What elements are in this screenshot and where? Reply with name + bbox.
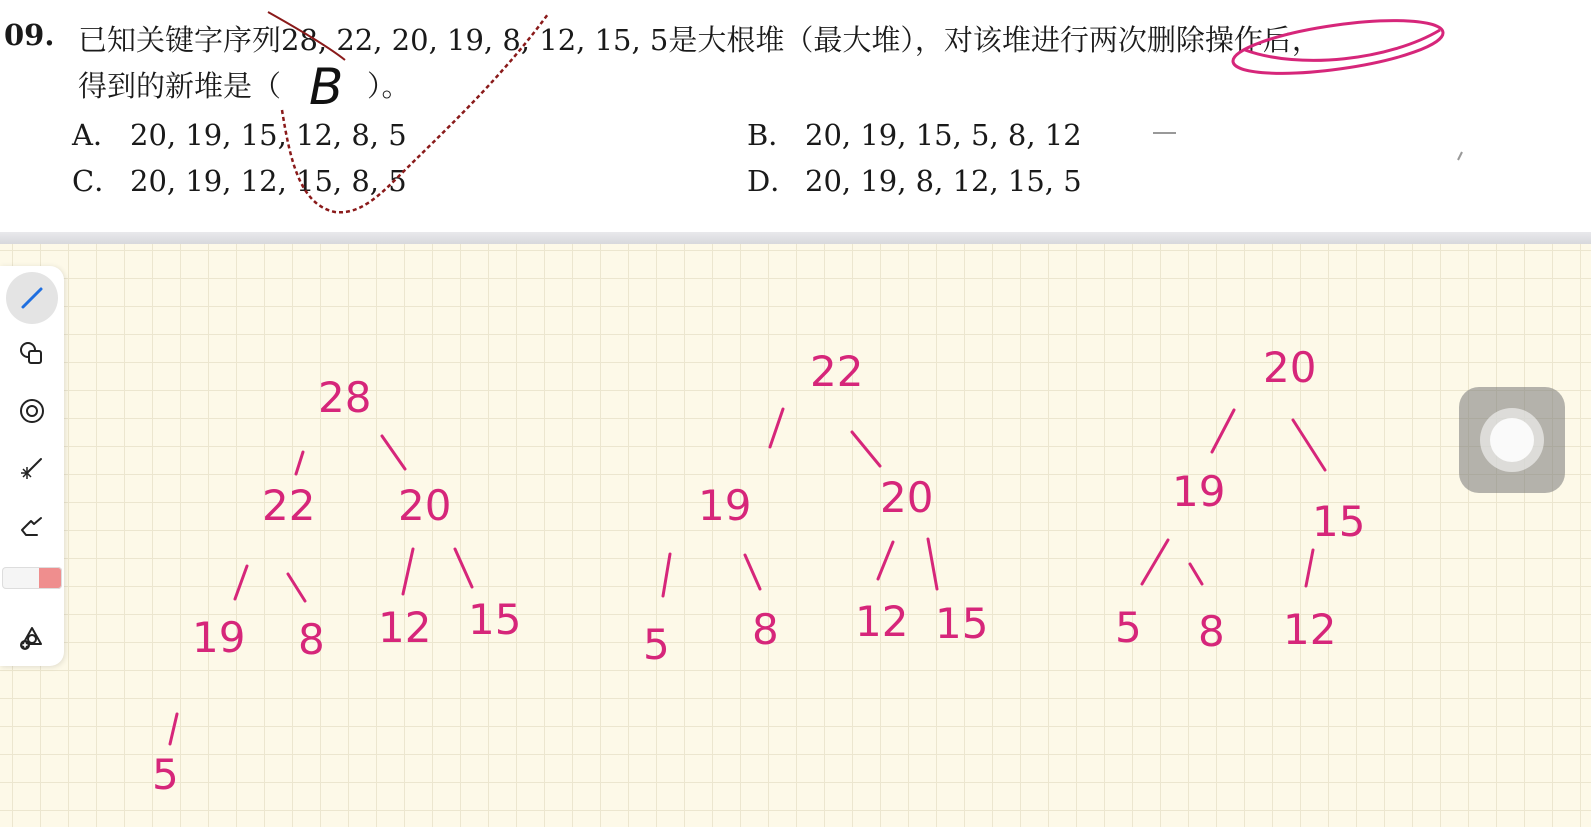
shapes-icon — [17, 339, 47, 369]
lasso-tool[interactable] — [6, 385, 58, 437]
lasso-icon — [17, 396, 47, 426]
tree-edge — [663, 554, 670, 596]
tree-edge — [928, 539, 937, 589]
tree-edge — [1293, 420, 1325, 470]
tree-edge — [1306, 550, 1313, 586]
tree-node: 12 — [378, 603, 432, 652]
question-annotations — [0, 0, 1591, 236]
question-panel — [0, 0, 1591, 236]
pen-tool[interactable] — [6, 272, 58, 324]
tree-node: 5 — [152, 750, 179, 799]
add-tool-icon — [17, 622, 47, 652]
option-b-text: 20, 19, 15, 5, 8, 12 — [805, 118, 1082, 152]
tree-original-heap — [152, 373, 521, 799]
shapes-tool[interactable] — [6, 328, 58, 380]
assistive-touch-button[interactable] — [1459, 387, 1565, 493]
hand-tool[interactable] — [6, 499, 58, 551]
eraser-icon — [2, 567, 62, 589]
assistive-touch-core — [1490, 418, 1534, 462]
question-stem-line-1: 已知关键字序列28, 22, 20, 19, 8, 12, 15, 5是大根堆（最大堆），对该堆进行两次删除操作后， — [78, 23, 1321, 57]
tool-palette — [0, 266, 64, 666]
panel-divider — [0, 232, 1591, 244]
tree-edge — [288, 574, 305, 601]
tree-node: 22 — [810, 347, 864, 396]
option-c-label: C． — [72, 164, 124, 198]
handwritten-trees — [0, 244, 1591, 827]
tree-edge — [235, 566, 247, 599]
option-a-label: A． — [72, 118, 122, 152]
laser-pointer-tool[interactable] — [6, 442, 58, 494]
laser-pointer-icon — [17, 453, 47, 483]
tree-edge — [878, 542, 893, 579]
tree-node: 8 — [752, 605, 779, 654]
tree-node: 19 — [1172, 467, 1226, 516]
tree-after-second-delete — [1115, 343, 1365, 656]
tree-node: 12 — [1283, 605, 1337, 654]
tree-edge — [296, 452, 303, 474]
tree-node: 8 — [1198, 607, 1225, 656]
tree-after-first-delete — [643, 347, 988, 669]
hand-icon — [17, 510, 47, 540]
tree-node: 20 — [1263, 343, 1317, 392]
tree-edge — [1212, 410, 1234, 452]
tree-node: 15 — [935, 599, 989, 648]
tree-node: 15 — [1312, 497, 1366, 546]
pen-icon — [17, 283, 47, 313]
tree-node: 5 — [643, 620, 670, 669]
highlight-ellipse — [1230, 10, 1446, 83]
assistive-touch-ring — [1480, 408, 1544, 472]
tree-edge — [745, 555, 760, 589]
note-canvas[interactable] — [0, 244, 1591, 827]
tree-edge — [770, 409, 783, 447]
tree-node: 8 — [298, 615, 325, 664]
tree-node: 19 — [698, 481, 752, 530]
handwritten-answer: B — [309, 58, 344, 116]
tree-node: 5 — [1115, 603, 1142, 652]
tree-edge — [1190, 564, 1202, 584]
tree-edge — [852, 432, 880, 466]
option-b-label: B． — [747, 118, 798, 152]
option-a-text: 20, 19, 15, 12, 8, 5 — [130, 118, 407, 152]
stray-mark-2 — [1458, 152, 1462, 160]
tree-node: 20 — [398, 481, 452, 530]
tree-node: 19 — [192, 613, 246, 662]
stem-line-2-after: ）。 — [367, 69, 411, 103]
question-number: 09. — [4, 18, 55, 52]
tree-edge — [403, 549, 413, 594]
cross-out-stroke-2 — [268, 12, 345, 60]
tree-edge — [170, 714, 177, 744]
highlight-ellipse-tail — [1245, 30, 1440, 60]
tree-node: 22 — [262, 481, 316, 530]
tree-edge — [382, 436, 405, 469]
option-d-label: D． — [747, 164, 800, 198]
option-d-text: 20, 19, 8, 12, 15, 5 — [805, 164, 1082, 198]
tree-node: 28 — [318, 373, 372, 422]
stem-line-2-before: 得到的新堆是（ — [78, 69, 282, 103]
tree-edge — [455, 549, 472, 587]
option-c-text: 20, 19, 12, 15, 8, 5 — [130, 164, 407, 198]
tree-node: 20 — [880, 473, 934, 522]
tree-node: 12 — [855, 597, 909, 646]
tree-edge — [1142, 540, 1168, 584]
eraser-tool[interactable] — [0, 558, 64, 598]
tree-node: 15 — [468, 595, 522, 644]
add-tool[interactable] — [6, 611, 58, 663]
